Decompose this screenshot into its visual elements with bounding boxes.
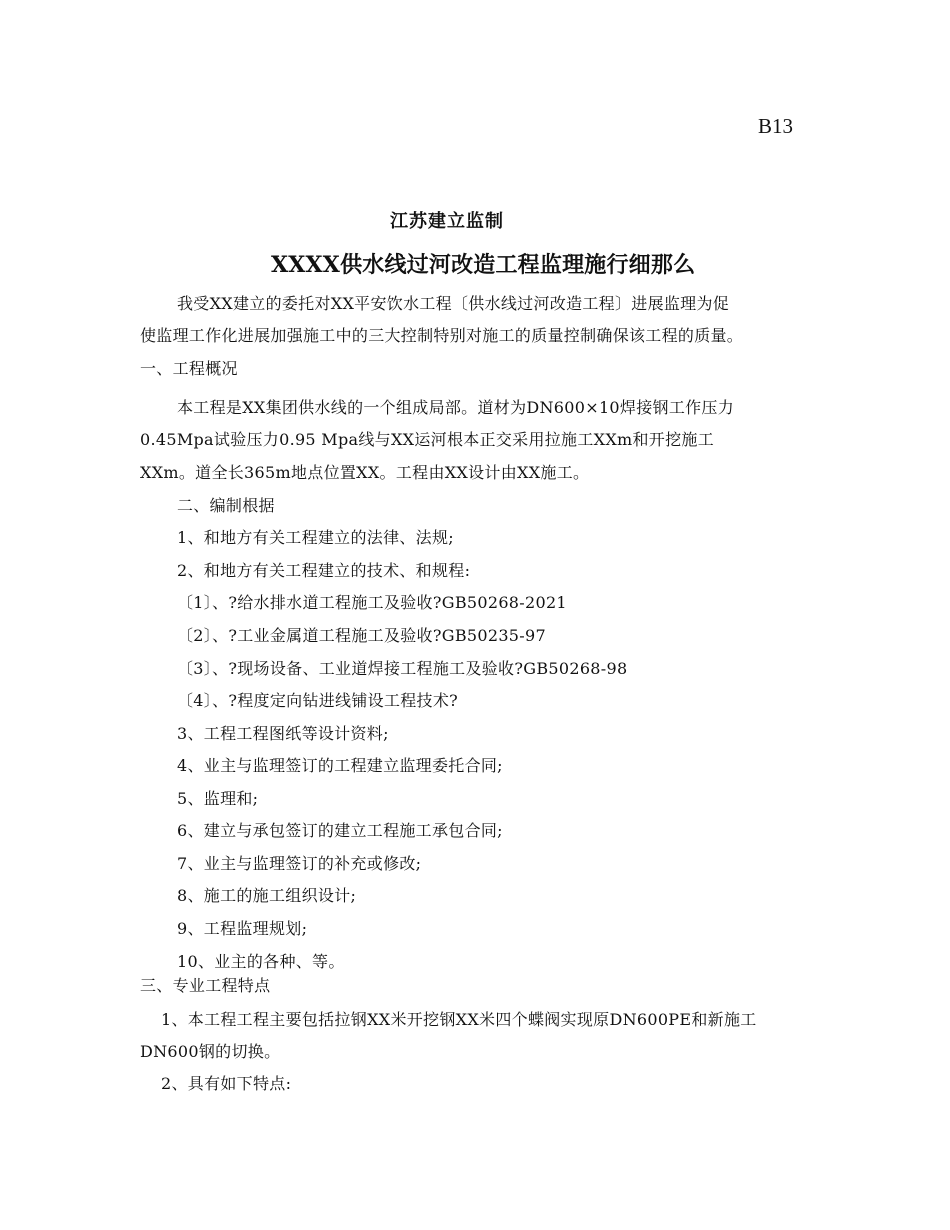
basis-item: 4、业主与监理签订的工程建立监理委托合同; [177, 756, 503, 775]
overview-line-2: 0.45Mpa试验压力0.95 Mpa线与XX运河根本正交采用拉施工XXm和开挖施工 [140, 430, 714, 449]
overview-line-1: 本工程是XX集团供水线的一个组成局部。道材为DN600×10焊接钢工作压力 [177, 398, 735, 417]
basis-subitem: 〔3〕、?现场设备、工业道焊接工程施工及验收?GB50268-98 [177, 659, 628, 678]
section-heading-basis: 二、编制根据 [177, 496, 275, 515]
organization-name: 江苏建立监制 [390, 211, 504, 232]
intro-line-2: 使监理工作化进展加强施工中的三大控制特别对施工的质量控制确保该工程的质量。 [140, 326, 744, 345]
basis-item: 9、工程监理规划; [177, 919, 308, 938]
section-heading-features: 三、专业工程特点 [140, 976, 271, 995]
basis-item: 10、业主的各种、等。 [177, 952, 345, 971]
basis-item: 6、建立与承包签订的建立工程施工承包合同; [177, 821, 503, 840]
intro-line-1: 我受XX建立的委托对XX平安饮水工程〔供水线过河改造工程〕进展监理为促 [177, 294, 730, 313]
basis-subitem: 〔4〕、?程度定向钻进线铺设工程技术? [177, 691, 459, 710]
document-title: XXXX供水线过河改造工程监理施行细那么 [271, 252, 696, 278]
features-line-2: DN600钢的切换。 [140, 1042, 281, 1061]
basis-item: 1、和地方有关工程建立的法律、法规; [177, 528, 454, 547]
basis-subitem: 〔2〕、?工业金属道工程施工及验收?GB50235-97 [177, 626, 546, 645]
features-line-3: 2、具有如下特点: [161, 1074, 292, 1093]
basis-item: 2、和地方有关工程建立的技术、和规程: [177, 561, 471, 580]
basis-item: 5、监理和; [177, 789, 259, 808]
document-code: B13 [758, 114, 794, 138]
basis-item: 8、施工的施工组织设计; [177, 886, 357, 905]
section-heading-overview: 一、工程概况 [140, 359, 238, 378]
basis-subitem: 〔1〕、?给水排水道工程施工及验收?GB50268-2021 [177, 593, 567, 612]
basis-item: 3、工程工程图纸等设计资料; [177, 724, 389, 743]
overview-line-3: XXm。道全长365m地点位置XX。工程由XX设计由XX施工。 [140, 463, 590, 482]
features-line-1: 1、本工程工程主要包括拉钢XX米开挖钢XX米四个蝶阀实现原DN600PE和新施工 [161, 1010, 757, 1029]
basis-item: 7、业主与监理签订的补充或修改; [177, 854, 422, 873]
